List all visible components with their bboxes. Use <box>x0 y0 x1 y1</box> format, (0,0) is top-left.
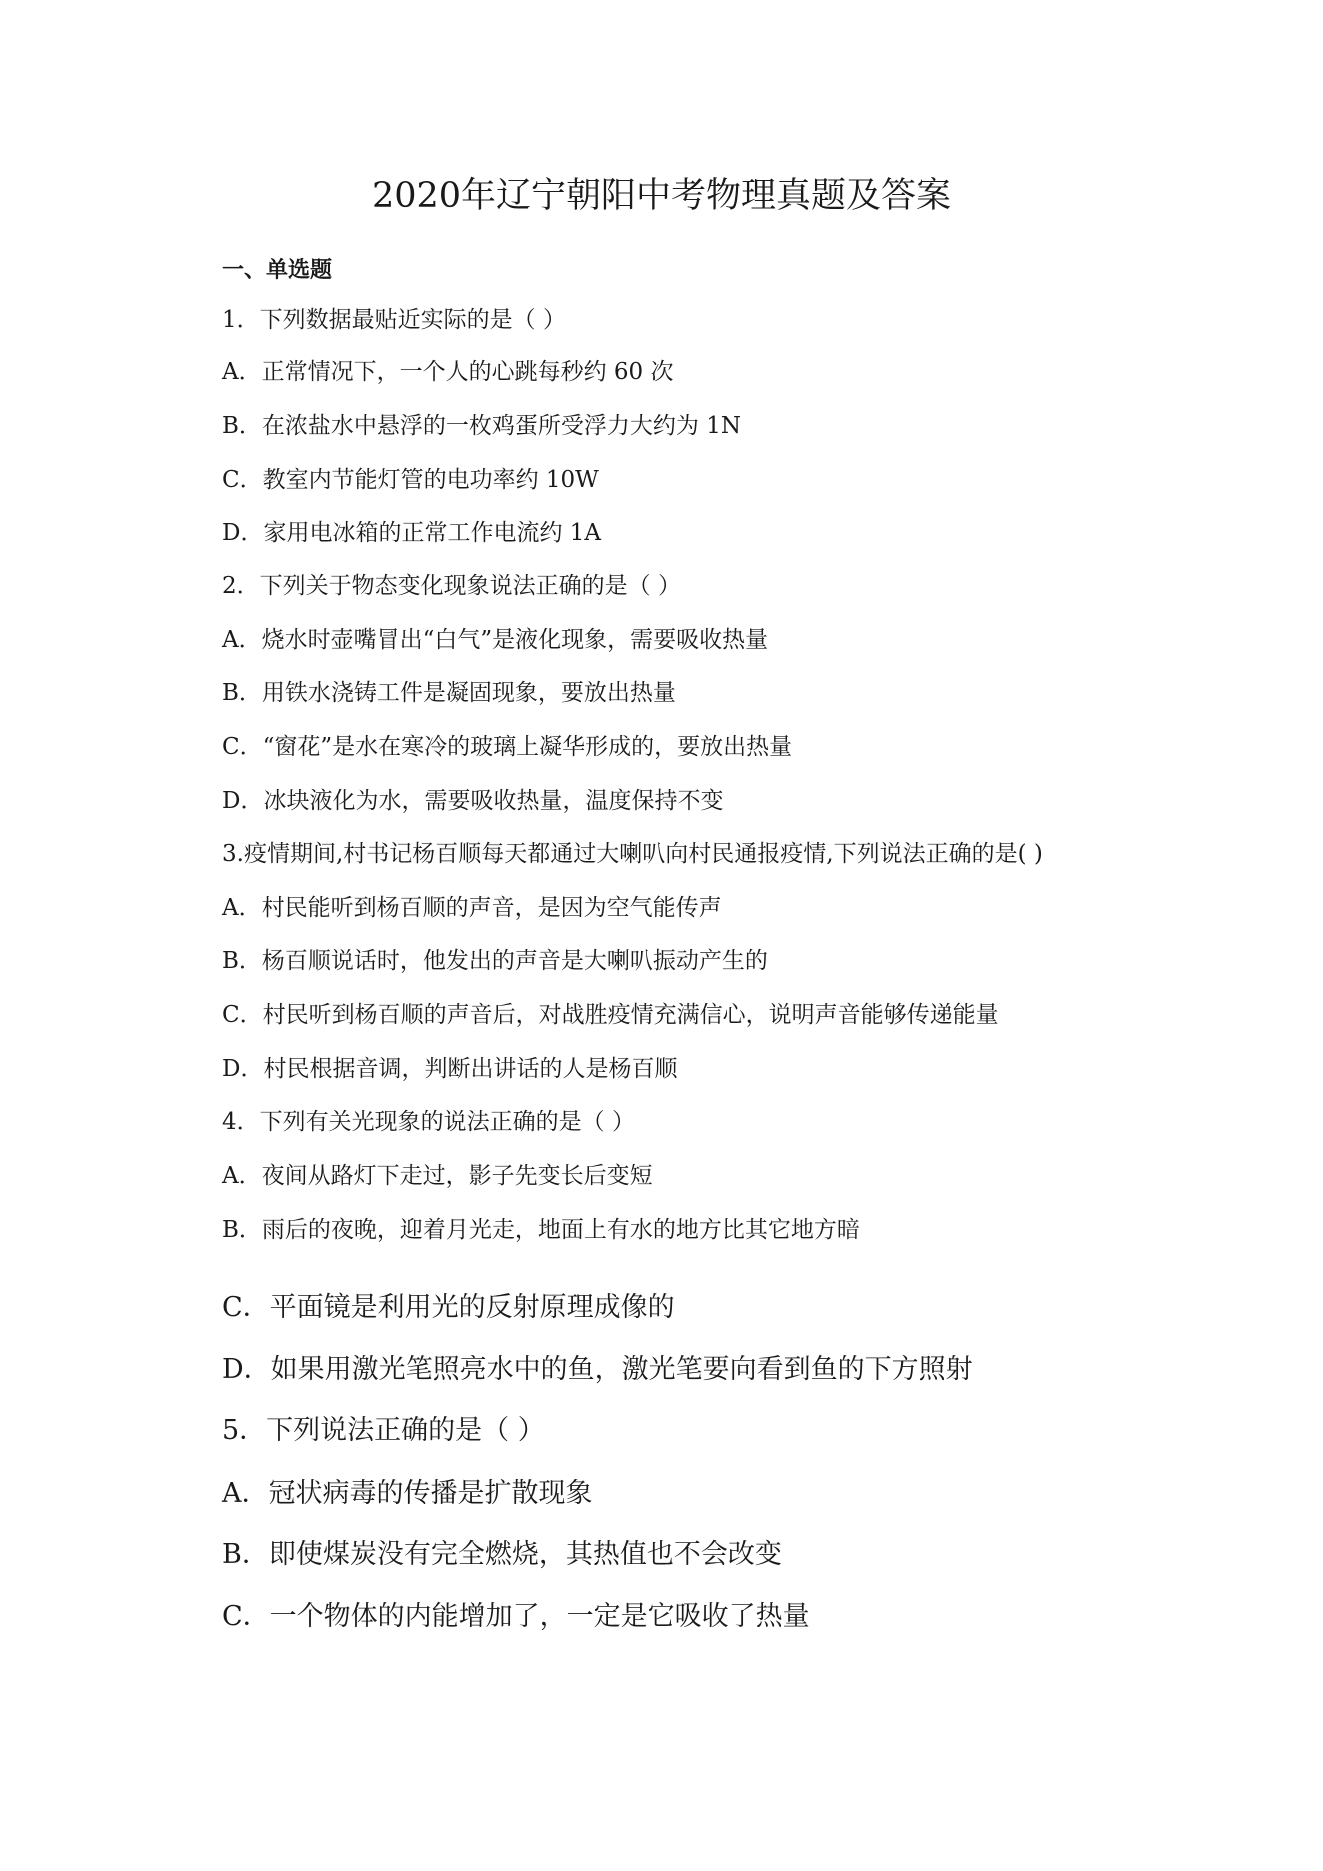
question-2-option-d: D．冰块液化为水，需要吸收热量，温度保持不变 <box>222 788 724 814</box>
question-5-option-c: C．一个物体的内能增加了，一定是它吸收了热量 <box>222 1601 810 1632</box>
question-1: 1．下列数据最贴近实际的是（ ） <box>222 307 566 333</box>
question-4-option-a: A．夜间从路灯下走过，影子先变长后变短 <box>222 1163 653 1189</box>
question-3-option-b: B．杨百顺说话时，他发出的声音是大喇叭振动产生的 <box>222 948 768 974</box>
question-2: 2．下列关于物态变化现象说法正确的是（ ） <box>222 573 681 599</box>
question-4-option-d: D．如果用激光笔照亮水中的鱼，激光笔要向看到鱼的下方照射 <box>222 1354 973 1385</box>
section-heading: 一、单选题 <box>222 258 333 283</box>
question-5: 5．下列说法正确的是（ ） <box>222 1415 545 1446</box>
question-1-option-c: C．教室内节能灯管的电功率约 10W <box>222 467 599 493</box>
question-1-option-a: A．正常情况下，一个人的心跳每秒约 60 次 <box>222 359 674 385</box>
question-5-option-b: B．即使煤炭没有完全燃烧，其热值也不会改变 <box>222 1539 782 1570</box>
question-2-option-b: B．用铁水浇铸工件是凝固现象，要放出热量 <box>222 680 676 706</box>
question-1-option-d: D．家用电冰箱的正常工作电流约 1A <box>222 520 601 546</box>
question-3-option-c: C．村民听到杨百顺的声音后，对战胜疫情充满信心，说明声音能够传递能量 <box>222 1002 999 1028</box>
question-4: 4．下列有关光现象的说法正确的是（ ） <box>222 1109 635 1135</box>
page-title: 2020年辽宁朝阳中考物理真题及答案 <box>371 176 952 216</box>
question-3-option-a: A．村民能听到杨百顺的声音，是因为空气能传声 <box>222 895 722 921</box>
question-3-option-d: D．村民根据音调，判断出讲话的人是杨百顺 <box>222 1056 678 1082</box>
question-5-option-a: A．冠状病毒的传播是扩散现象 <box>222 1478 593 1509</box>
question-4-option-c: C．平面镜是利用光的反射原理成像的 <box>222 1292 675 1323</box>
question-2-option-c: C．“窗花”是水在寒冷的玻璃上凝华形成的，要放出热量 <box>222 734 793 760</box>
question-3: 3.疫情期间,村书记杨百顺每天都通过大喇叭向村民通报疫情,下列说法正确的是( ) <box>222 841 1043 867</box>
question-1-option-b: B．在浓盐水中悬浮的一枚鸡蛋所受浮力大约为 1N <box>222 413 741 439</box>
question-4-option-b: B．雨后的夜晚，迎着月光走，地面上有水的地方比其它地方暗 <box>222 1217 860 1243</box>
question-2-option-a: A．烧水时壶嘴冒出“白气”是液化现象，需要吸收热量 <box>222 627 769 653</box>
